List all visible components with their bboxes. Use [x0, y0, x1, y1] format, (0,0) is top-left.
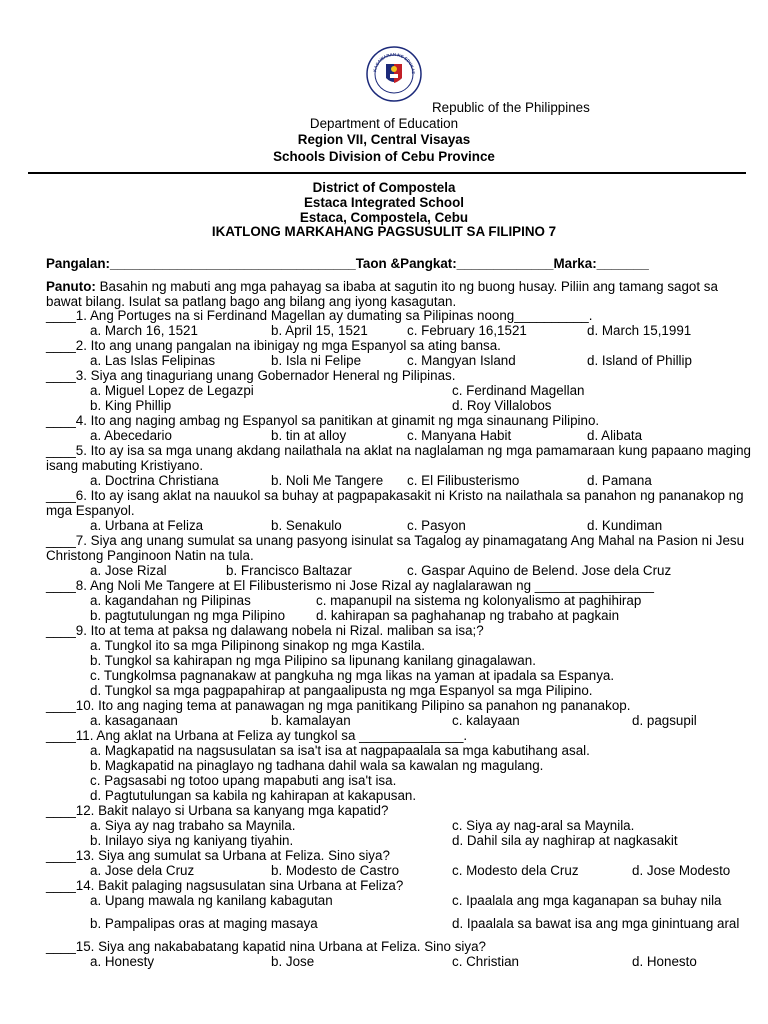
question-list	[46, 308, 761, 969]
svg-text:KAGAWARAN NG EDUKASYON: KAGAWARAN NG EDUKAS	[372, 51, 417, 75]
choice-row	[46, 916, 761, 939]
choice-option: b. pagtutulungan ng mga Pilipino	[90, 608, 286, 623]
department-line: Department of Education	[309, 116, 459, 131]
choice-option: c. Christian	[452, 954, 519, 969]
address-line: Estaca, Compostela, Cebu	[299, 210, 469, 225]
deped-seal-logo	[366, 46, 422, 102]
choice-option: c. February 16,1521	[407, 323, 527, 338]
question-text: ____15. Siya ang nakababatang kapatid nina Urbana at Feliza. Sino siya?	[46, 939, 486, 954]
choice-option: c. Pagsasabi ng totoo upang mapabuti ang isa't isa.	[90, 773, 397, 788]
choice-option: a. kasaganaan	[90, 713, 178, 728]
choice-row	[46, 563, 761, 578]
choice-option: c. Siya ay nag-aral sa Maynila.	[452, 818, 635, 833]
choice-option: b. Tungkol sa kahirapan ng mga Pilipino sa lipunang kanilang ginagalawan.	[90, 653, 536, 668]
choice-row	[46, 323, 761, 338]
district-line: District of Compostela	[312, 180, 456, 195]
choice-option: a. Miguel Lopez de Legazpi	[90, 383, 254, 398]
question-item	[46, 488, 761, 533]
question-text: ____3. Siya ang tinaguriang unang Gobernador Heneral ng Pilipinas.	[46, 368, 456, 383]
choice-option: c. Gaspar Aquino de Belen	[407, 563, 567, 578]
choice-option: d. kahirapan sa paghahanap ng trabaho at pagkain	[316, 608, 620, 623]
choice-option: b. Jose	[271, 954, 315, 969]
question-text: ____4. Ito ang naging ambag ng Espanyol sa panitikan at ginamit ng mga sinaunang Pilipino.	[46, 413, 600, 428]
choice-row	[46, 743, 761, 758]
choice-option: d. March 15,1991	[587, 323, 692, 338]
choice-option: c. Mangyan Island	[407, 353, 516, 368]
question-text: ____11. Ang aklat na Urbana at Feliza ay tungkol sa ______________.	[46, 728, 468, 743]
choice-row	[46, 428, 761, 443]
choice-option: b. Noli Me Tangere	[271, 473, 384, 488]
question-item	[46, 698, 761, 728]
choice-row	[46, 713, 761, 728]
header-divider	[28, 172, 746, 174]
choice-option: d. Pagtutulungan sa kabila ng kahirapan at kakapusan.	[90, 788, 417, 803]
choice-option: c. mapanupil na sistema ng kolonyalismo at paghihirap	[316, 593, 642, 608]
choice-option: a. Upang mawala ng kanilang kabagutan	[90, 893, 333, 908]
choice-option: d. Dahil sila ay naghirap at nagkasakit	[452, 833, 678, 848]
choice-option: a. Tungkol ito sa mga Pilipinong sinakop ng mga Kastila.	[90, 638, 425, 653]
choice-option: b. Magkapatid na pinaglayo ng tadhana dahil wala sa kawalan ng magulang.	[90, 758, 544, 773]
choice-row	[46, 833, 761, 848]
student-info-line: Pangalan:_________________________________Taon &Pangkat:_____________Marka:_______	[46, 256, 649, 271]
choice-row	[46, 383, 761, 398]
instructions-label: Panuto:	[46, 279, 96, 294]
choice-option: a. Magkapatid na nagsusulatan sa isa't isa at nagpapaalala sa mga kabutihang asal.	[90, 743, 590, 758]
question-item	[46, 413, 761, 443]
question-item	[46, 878, 761, 939]
choice-row	[46, 473, 761, 488]
division-line: Schools Division of Cebu Province	[273, 149, 495, 164]
school-line: Estaca Integrated School	[304, 195, 464, 210]
question-text: ____5. Ito ay isa sa mga unang akdang nailathala na aklat na naglalaman ng mga pamamaraan kung papaano maging isang mabuting Kristiyano.	[46, 443, 751, 473]
choice-option: d. Jose dela Cruz	[567, 563, 672, 578]
choice-option: d. Roy Villalobos	[452, 398, 552, 413]
choice-option: d. Jose Modesto	[632, 863, 731, 878]
republic-line: Republic of the Philippines	[432, 100, 590, 115]
question-text: ____6. Ito ay isang aklat na nauukol sa buhay at pagpapakasakit ni Kristo na nailathala sa panahon ng pananakop ng mga Espanyol.	[46, 488, 744, 518]
choice-option: a. Siya ay nag trabaho sa Maynila.	[90, 818, 296, 833]
choice-row	[46, 788, 761, 803]
choice-option: c. Ipaalala ang mga kaganapan sa buhay nila	[452, 893, 722, 908]
choice-row	[46, 683, 761, 698]
question-item	[46, 368, 761, 413]
choice-option: d. Tungkol sa mga pagpapahirap at pangaalipusta ng mga Espanyol sa mga Pilipino.	[90, 683, 593, 698]
exam-title: IKATLONG MARKAHANG PAGSUSULIT SA FILIPINO 7	[211, 224, 557, 239]
question-item	[46, 803, 761, 848]
choice-option: d. Pamana	[587, 473, 652, 488]
choice-option: b. King Phillip	[90, 398, 172, 413]
choice-option: a. Jose dela Cruz	[90, 863, 195, 878]
choice-option: b. Senakulo	[271, 518, 342, 533]
choice-option: b. kamalayan	[271, 713, 351, 728]
choice-option: d. Island of Phillip	[587, 353, 692, 368]
choice-row	[46, 758, 761, 773]
instructions	[46, 279, 736, 309]
choice-row	[46, 593, 761, 608]
question-item	[46, 443, 761, 488]
choice-option: a. Abecedario	[90, 428, 172, 443]
choice-option: b. Inilayo siya ng kaniyang tiyahin.	[90, 833, 294, 848]
choice-option: a. Jose Rizal	[90, 563, 167, 578]
instructions-text: Basahin ng mabuti ang mga pahayag sa ibaba at sagutin ito ng buong husay. Piliin ang tamang sagot sa bawat bilang. Isulat sa patlang bago ang bilang ang iyong kasagutan.	[46, 279, 718, 309]
choice-option: a. Honesty	[90, 954, 155, 969]
choice-option: c. Pasyon	[407, 518, 466, 533]
question-text: ____13. Siya ang sumulat sa Urbana at Feliza. Sino siya?	[46, 848, 390, 863]
choice-option: b. April 15, 1521	[271, 323, 368, 338]
choice-row	[46, 653, 761, 668]
choice-option: c. Modesto dela Cruz	[452, 863, 579, 878]
choice-option: d. Ipaalala sa bawat isa ang mga ginintuang aral	[452, 916, 740, 931]
question-item	[46, 848, 761, 878]
choice-option: c. Manyana Habit	[407, 428, 512, 443]
choice-row	[46, 773, 761, 788]
question-text: ____7. Siya ang unang sumulat sa unang pasyong isinulat sa Tagalog ay pinamagatang Ang Mahal na Pasion ni Jesu Christong Panginoon Natin na tula.	[46, 533, 745, 563]
choice-option: a. Urbana at Feliza	[90, 518, 204, 533]
choice-row	[46, 863, 761, 878]
choice-row	[46, 893, 761, 916]
choice-row	[46, 638, 761, 653]
question-text: ____12. Bakit nalayo si Urbana sa kanyang mga kapatid?	[46, 803, 389, 818]
choice-option: b. Francisco Baltazar	[226, 563, 352, 578]
choice-option: c. El Filibusterismo	[407, 473, 520, 488]
choice-option: d. pagsupil	[632, 713, 697, 728]
question-text: ____10. Ito ang naging tema at panawagan ng mga panitikang Pilipino sa panahon ng pananakop.	[46, 698, 631, 713]
choice-option: b. Pampalipas oras at maging masaya	[90, 916, 318, 931]
choice-row	[46, 668, 761, 683]
question-item	[46, 623, 761, 698]
question-item	[46, 338, 761, 368]
question-item	[46, 939, 761, 969]
question-item	[46, 728, 761, 803]
question-item	[46, 308, 761, 338]
choice-row	[46, 818, 761, 833]
question-text: ____14. Bakit palaging nagsusulatan sina Urbana at Feliza?	[46, 878, 404, 893]
choice-row	[46, 608, 761, 623]
question-text: ____2. Ito ang unang pangalan na ibinigay ng mga Espanyol sa ating bansa.	[46, 338, 501, 353]
question-text: ____8. Ang Noli Me Tangere at El Filibusterismo ni Jose Rizal ay naglalarawan ng ________________	[46, 578, 654, 593]
question-item	[46, 578, 761, 623]
choice-row	[46, 954, 761, 969]
choice-option: d. Alibata	[587, 428, 643, 443]
choice-row	[46, 518, 761, 533]
question-text: ____1. Ang Portuges na si Ferdinand Magellan ay dumating sa Pilipinas noong__________.	[46, 308, 593, 323]
choice-row	[46, 353, 761, 368]
choice-option: c. kalayaan	[452, 713, 520, 728]
choice-option: a. kagandahan ng Pilipinas	[90, 593, 251, 608]
question-item	[46, 533, 761, 578]
choice-option: b. Modesto de Castro	[271, 863, 400, 878]
choice-row	[46, 398, 761, 413]
choice-option: a. March 16, 1521	[90, 323, 198, 338]
region-line: Region VII, Central Visayas	[297, 132, 471, 147]
question-text: ____9. Ito at tema at paksa ng dalawang nobela ni Rizal. maliban sa isa;?	[46, 623, 484, 638]
choice-option: d. Honesto	[632, 954, 697, 969]
choice-option: b. Isla ni Felipe	[271, 353, 362, 368]
choice-option: d. Kundiman	[587, 518, 663, 533]
choice-option: c. Tungkolmsa pagnanakaw at pangkuha ng mga likas na yaman at ipadala sa Espanya.	[90, 668, 615, 683]
choice-option: a. Las Islas Felipinas	[90, 353, 216, 368]
choice-option: b. tin at alloy	[271, 428, 347, 443]
choice-option: c. Ferdinand Magellan	[452, 383, 585, 398]
choice-option: a. Doctrina Christiana	[90, 473, 219, 488]
